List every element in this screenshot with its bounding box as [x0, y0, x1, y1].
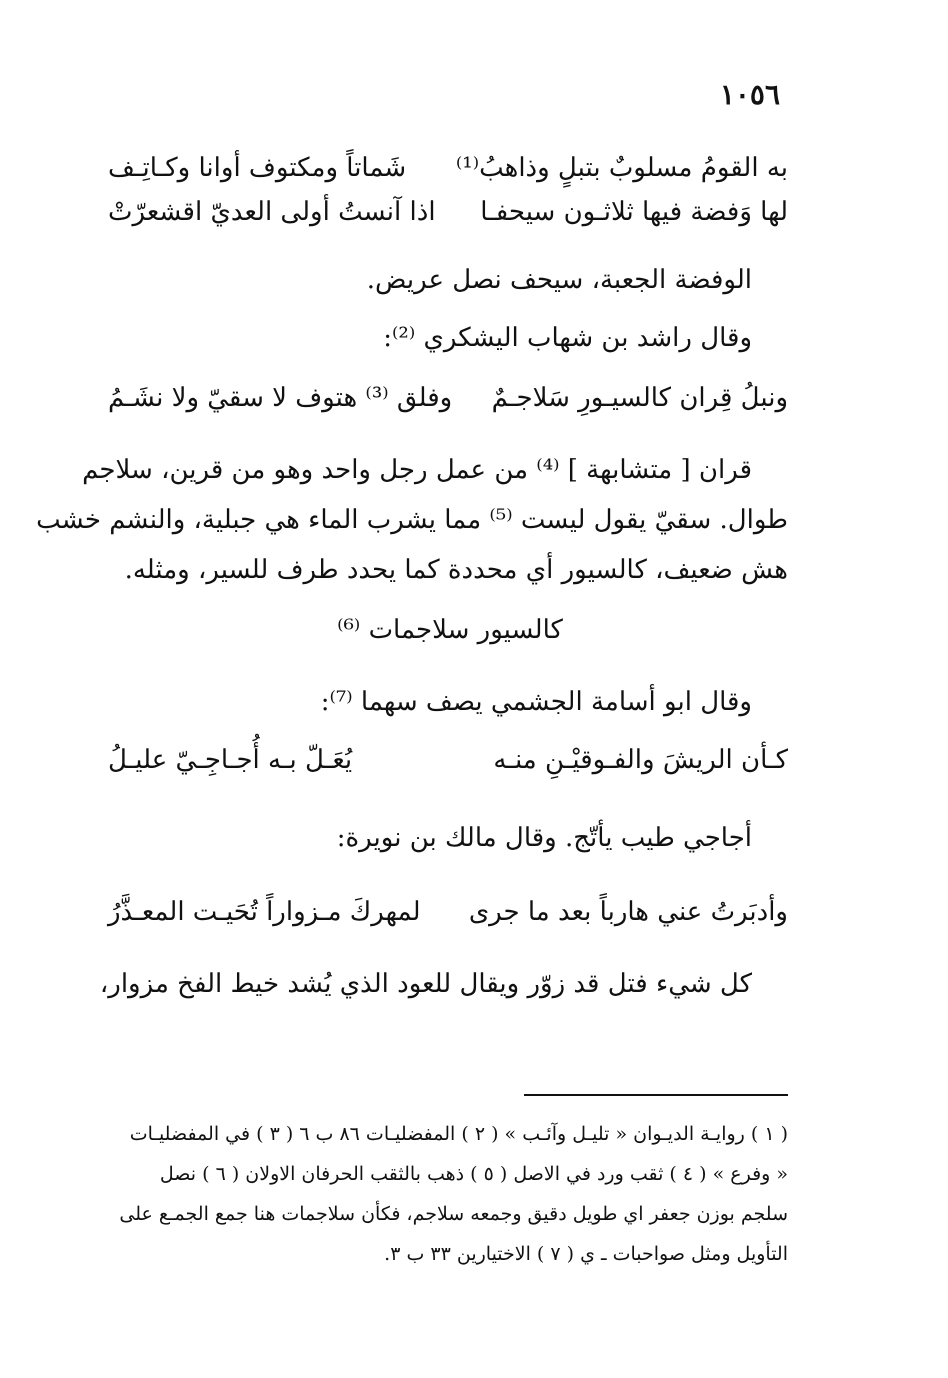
verse-1-line-1-right-hemistich: به القومُ مسلوبٌ بتبلٍ وذاهبُ⁽¹⁾	[455, 153, 788, 183]
verse-3-left-hemistich: يُعَـلّ بـه أُجـاجِـيّ عليـلُ	[108, 745, 353, 775]
example-2: كالسيور سلاجمات ⁽⁶⁾	[337, 615, 563, 645]
intro-3: وقال ابو أسامة الجشمي يصف سهما ⁽⁷⁾:	[320, 687, 752, 717]
verse-3	[108, 742, 788, 778]
verse-2-left-hemistich: وفلق ⁽³⁾ هتوف لا سقيّ ولا نشَـمُ	[108, 383, 453, 413]
gloss-3: أجاجي طيب يأتّج. وقال مالك بن نويرة:	[336, 823, 752, 853]
commentary-2-line-1: قران [ متشابهة ] ⁽⁴⁾ من عمل رجل واحد وهو من قرين، سلاجم	[82, 455, 752, 485]
verse-4-right-hemistich: وأدبَرتُ عني هارباً بعد ما جرى	[468, 897, 788, 927]
commentary-2-line-3: هش ضعيف، كالسيور أي محددة كما يحدد طرف للسير، ومثله.	[124, 555, 788, 585]
verse-1-line-2-left-hemistich: اذا آنستُ أولى العديّ اقشعرّتْ	[108, 197, 436, 227]
verse-1-line-1-left-hemistich: شَماتاً ومكتوف أوانا وكـاتِـف	[108, 153, 407, 183]
gloss-1: الوفضة الجعبة، سيحف نصل عريض.	[366, 265, 752, 295]
footnote-separator	[524, 1094, 788, 1096]
verse-1-line-2	[108, 194, 788, 230]
verse-1-line-1	[108, 150, 788, 186]
verse-3-right-hemistich: كـأن الريشَ والفـوقيْـنِ منـه	[493, 745, 788, 775]
gloss-4: كل شيء فتل قد زوّر ويقال للعود الذي يُشد خيط الفخ مزوار،	[99, 969, 752, 999]
footnote-line-1: ( ١ ) روايـة الديـوان « تليـل وآئـب » ( ٢ ) المفضليـات ٨٦ ب ٦ ( ٣ ) في المفضليـات	[129, 1123, 788, 1145]
footnote-line-4: التأويل ومثل صواحبات ـ ي ( ٧ ) الاختيارين ٣٣ ب ٣.	[384, 1243, 788, 1265]
verse-4-left-hemistich: لمهركَ مـزواراً تُحَيـت المعـذَّرُ	[108, 897, 421, 927]
verse-2	[108, 380, 788, 416]
intro-2: وقال راشد بن شهاب اليشكري ⁽²⁾:	[383, 323, 752, 353]
verse-2-right-hemistich: ونبلُ قِران كالسيـورِ سَلاجـمٌ	[491, 383, 788, 413]
footnote-line-2: « وفرع » ( ٤ ) ثقب ورد في الاصل ( ٥ ) ذهب بالثقب الحرفان الاولان ( ٦ ) نصل	[159, 1163, 788, 1185]
verse-4	[108, 894, 788, 930]
page-number: ١٠٥٦	[719, 78, 780, 111]
commentary-2-line-2: طوال. سقيّ يقول ليست ⁽⁵⁾ مما يشرب الماء هي جبلية، والنشم خشب	[36, 505, 788, 535]
footnote-line-3: سلجم بوزن جعفر اي طويل دقيق وجمعه سلاجم، فكأن سلاجمات هنا جمع الجمـع على	[119, 1203, 788, 1225]
verse-1-line-2-right-hemistich: لها وَفضة فيها ثلاثـون سيحفـا	[480, 197, 788, 227]
